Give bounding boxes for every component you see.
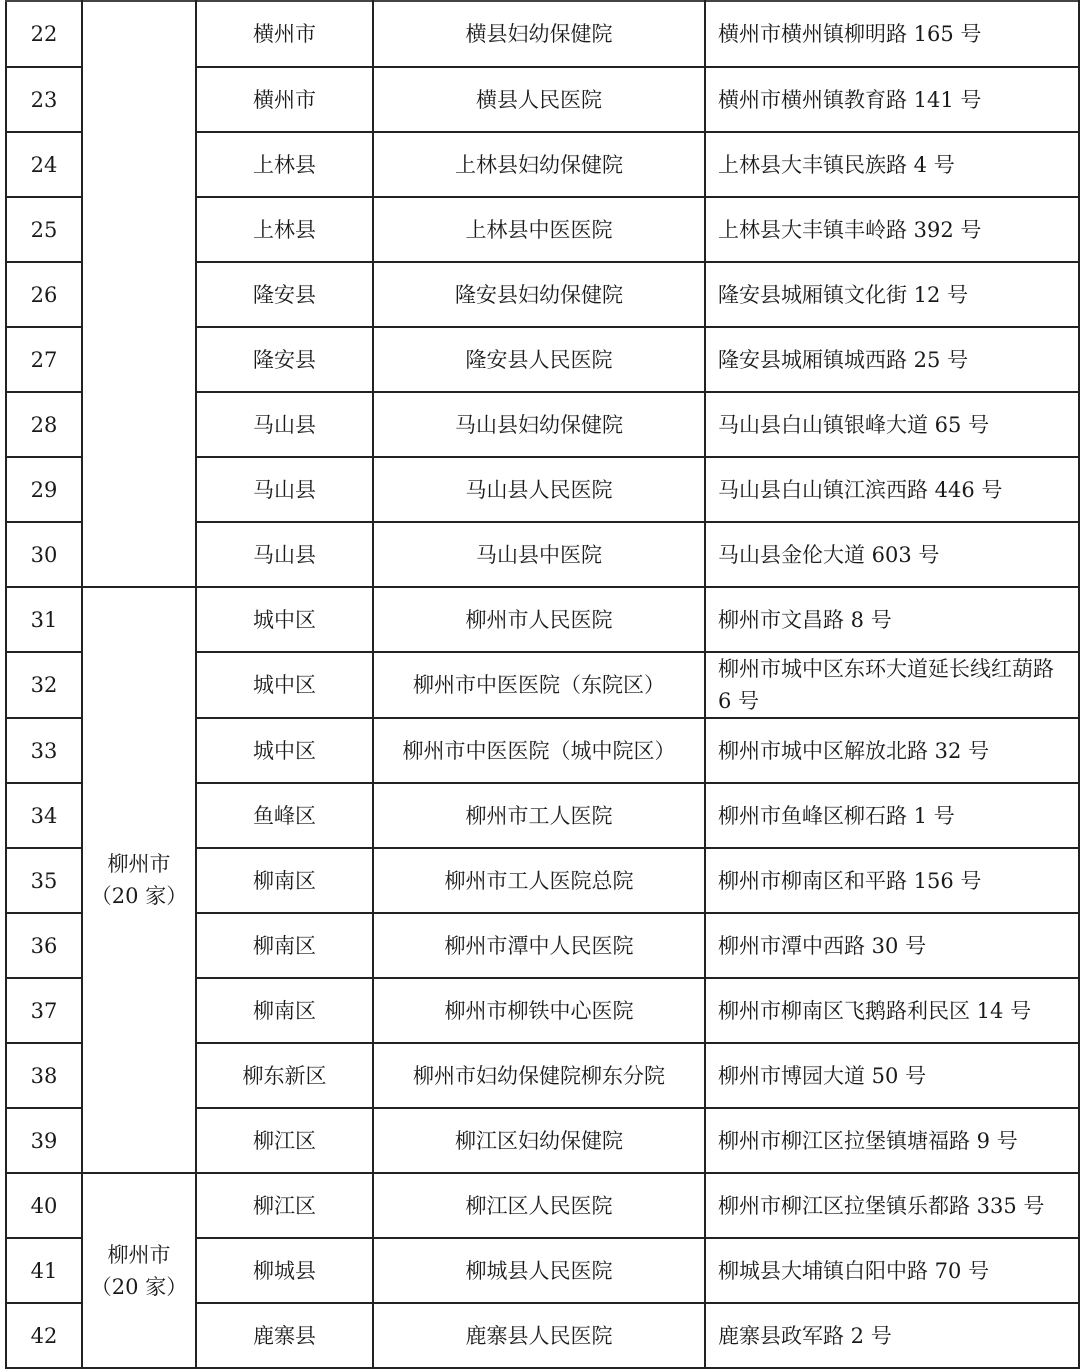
row-number: 26 [6, 262, 82, 327]
table-row [6, 1, 1079, 67]
row-number: 39 [6, 1108, 82, 1173]
hospital-name-cell: 柳州市妇幼保健院柳东分院 [373, 1043, 705, 1108]
row-number: 35 [6, 848, 82, 913]
row-number: 33 [6, 718, 82, 783]
address-cell: 鹿寨县政军路 2 号 [705, 1303, 1079, 1368]
hospital-name-cell: 柳城县人民医院 [373, 1238, 705, 1303]
hospital-name-cell: 横县妇幼保健院 [373, 1, 705, 67]
hospital-name-cell: 马山县妇幼保健院 [373, 392, 705, 457]
row-number: 24 [6, 132, 82, 197]
row-number: 34 [6, 783, 82, 848]
table-row [6, 587, 1079, 652]
district-cell: 柳江区 [196, 1173, 373, 1238]
row-number: 41 [6, 1238, 82, 1303]
address-cell: 柳州市文昌路 8 号 [705, 587, 1079, 652]
address-cell: 横州市横州镇柳明路 165 号 [705, 1, 1079, 67]
address-cell: 马山县金伦大道 603 号 [705, 522, 1079, 587]
row-number: 23 [6, 67, 82, 132]
hospital-table [5, 0, 1080, 1369]
district-cell: 柳南区 [196, 848, 373, 913]
row-number: 29 [6, 457, 82, 522]
table-row [6, 1173, 1079, 1238]
hospital-name-cell: 马山县人民医院 [373, 457, 705, 522]
address-cell: 柳州市柳江区拉堡镇乐都路 335 号 [705, 1173, 1079, 1238]
hospital-name-cell: 柳江区人民医院 [373, 1173, 705, 1238]
address-cell: 柳州市城中区东环大道延长线红葫路 6 号 [705, 652, 1079, 718]
district-cell: 柳江区 [196, 1108, 373, 1173]
address-cell: 柳城县大埔镇白阳中路 70 号 [705, 1238, 1079, 1303]
row-number: 22 [6, 1, 82, 67]
district-cell: 柳东新区 [196, 1043, 373, 1108]
address-cell: 上林县大丰镇丰岭路 392 号 [705, 197, 1079, 262]
row-number: 28 [6, 392, 82, 457]
address-cell: 柳州市城中区解放北路 32 号 [705, 718, 1079, 783]
hospital-name-cell: 柳州市柳铁中心医院 [373, 978, 705, 1043]
hospital-name-cell: 柳州市中医医院（东院区） [373, 652, 705, 718]
district-cell: 鹿寨县 [196, 1303, 373, 1368]
district-cell: 马山县 [196, 392, 373, 457]
hospital-name-cell: 上林县中医医院 [373, 197, 705, 262]
row-number: 40 [6, 1173, 82, 1238]
hospital-name-cell: 柳州市中医医院（城中院区） [373, 718, 705, 783]
city-cell [82, 587, 196, 1173]
address-cell: 上林县大丰镇民族路 4 号 [705, 132, 1079, 197]
district-cell: 柳南区 [196, 913, 373, 978]
address-cell: 柳州市鱼峰区柳石路 1 号 [705, 783, 1079, 848]
address-cell: 柳州市柳南区和平路 156 号 [705, 848, 1079, 913]
hospital-name-cell: 柳江区妇幼保健院 [373, 1108, 705, 1173]
row-number: 32 [6, 652, 82, 718]
hospital-name-cell: 柳州市工人医院 [373, 783, 705, 848]
district-cell: 柳南区 [196, 978, 373, 1043]
row-number: 31 [6, 587, 82, 652]
district-cell: 隆安县 [196, 262, 373, 327]
hospital-name-cell: 柳州市潭中人民医院 [373, 913, 705, 978]
address-cell: 横州市横州镇教育路 141 号 [705, 67, 1079, 132]
hospital-name-cell: 隆安县妇幼保健院 [373, 262, 705, 327]
address-cell: 柳州市博园大道 50 号 [705, 1043, 1079, 1108]
district-cell: 柳城县 [196, 1238, 373, 1303]
row-number: 30 [6, 522, 82, 587]
hospital-name-cell: 柳州市工人医院总院 [373, 848, 705, 913]
hospital-name-cell: 马山县中医院 [373, 522, 705, 587]
hospital-name-cell: 柳州市人民医院 [373, 587, 705, 652]
hospital-name-cell: 横县人民医院 [373, 67, 705, 132]
city-name: 柳州市 [107, 1242, 171, 1267]
district-cell: 城中区 [196, 587, 373, 652]
row-number: 38 [6, 1043, 82, 1108]
address-cell: 隆安县城厢镇文化街 12 号 [705, 262, 1079, 327]
address-cell: 柳州市潭中西路 30 号 [705, 913, 1079, 978]
district-cell: 马山县 [196, 457, 373, 522]
district-cell: 横州市 [196, 67, 373, 132]
district-cell: 马山县 [196, 522, 373, 587]
district-cell: 城中区 [196, 652, 373, 718]
row-number: 42 [6, 1303, 82, 1368]
row-number: 37 [6, 978, 82, 1043]
hospital-name-cell: 鹿寨县人民医院 [373, 1303, 705, 1368]
city-name: 柳州市 [107, 852, 171, 876]
city-cell [82, 1173, 196, 1368]
district-cell: 鱼峰区 [196, 783, 373, 848]
city-cell [82, 1, 196, 587]
address-cell: 隆安县城厢镇城西路 25 号 [705, 327, 1079, 392]
district-cell: 上林县 [196, 197, 373, 262]
district-cell: 横州市 [196, 1, 373, 67]
row-number: 36 [6, 913, 82, 978]
address-cell: 马山县白山镇银峰大道 65 号 [705, 392, 1079, 457]
address-cell: 柳州市柳南区飞鹅路利民区 14 号 [705, 978, 1079, 1043]
hospital-name-cell: 隆安县人民医院 [373, 327, 705, 392]
address-cell: 柳州市柳江区拉堡镇塘福路 9 号 [705, 1108, 1079, 1173]
district-cell: 上林县 [196, 132, 373, 197]
city-count: （20 家） [90, 1274, 188, 1299]
city-count: （20 家） [90, 884, 188, 908]
address-cell: 马山县白山镇江滨西路 446 号 [705, 457, 1079, 522]
hospital-name-cell: 上林县妇幼保健院 [373, 132, 705, 197]
district-cell: 隆安县 [196, 327, 373, 392]
row-number: 25 [6, 197, 82, 262]
district-cell: 城中区 [196, 718, 373, 783]
row-number: 27 [6, 327, 82, 392]
